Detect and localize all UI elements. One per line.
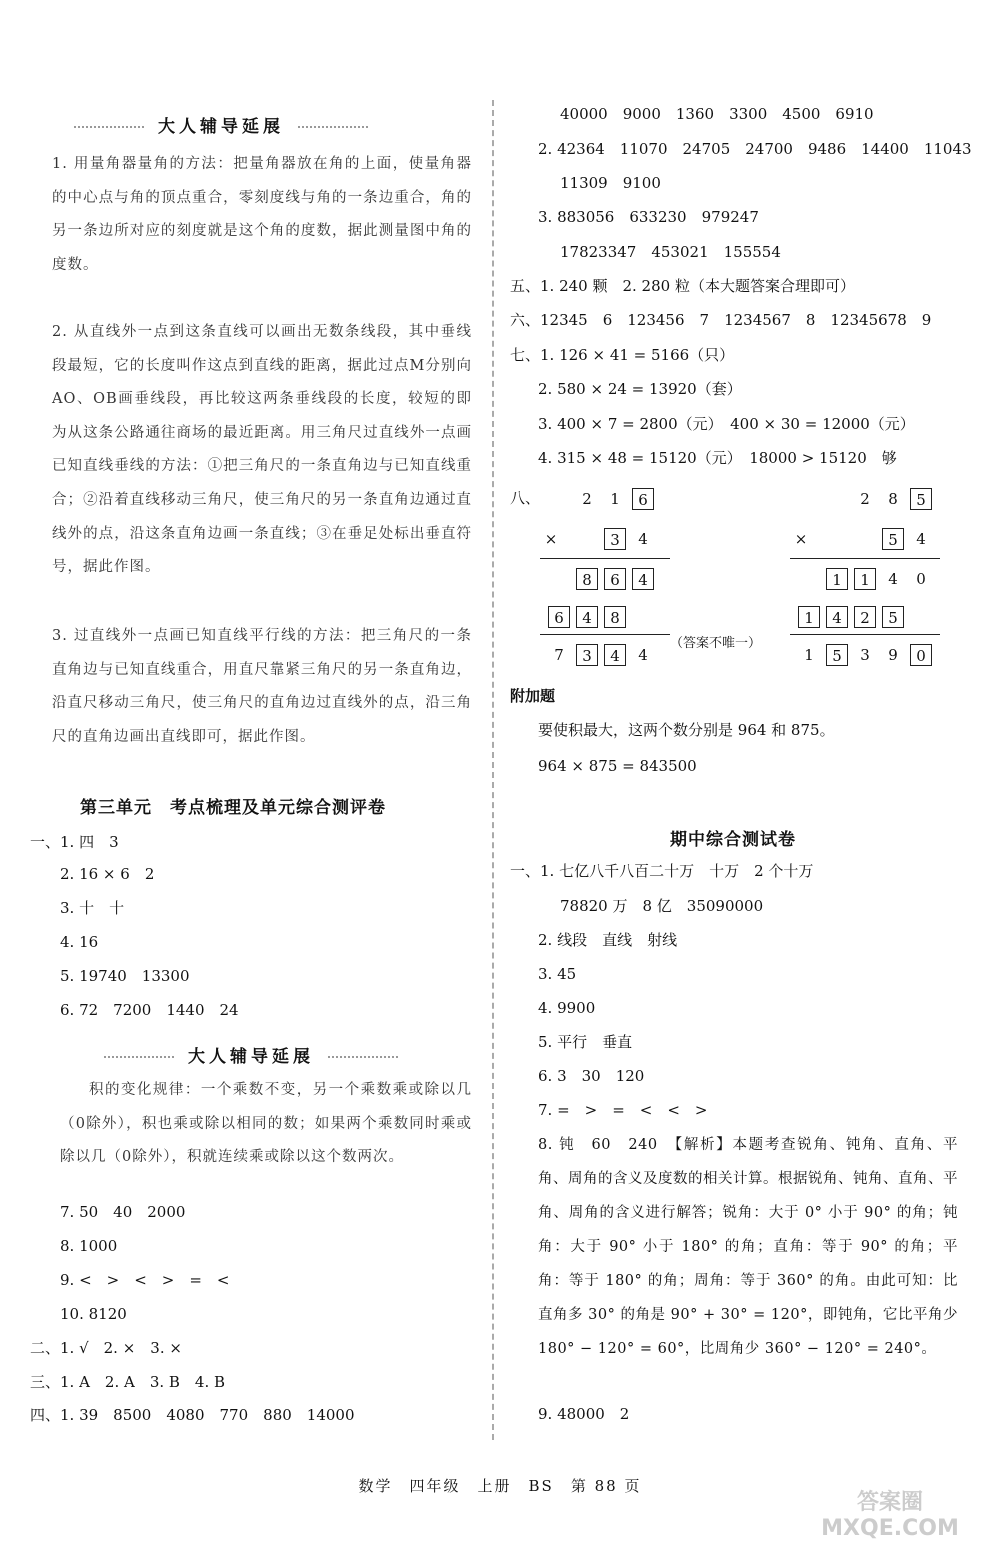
answer-line: 7. 50 40 2000 xyxy=(60,1203,186,1221)
digit-box: 8 xyxy=(576,568,598,590)
extra-line: 要使积最大，这两个数分别是 964 和 875。 xyxy=(538,721,835,739)
answer-line: 4. 315 × 48 = 15120（元） 18000 > 15120 够 xyxy=(538,449,897,467)
times-sign: × xyxy=(794,530,808,548)
midterm-title: 期中综合测试卷 xyxy=(670,830,796,850)
answer-line: 17823347 453021 155554 xyxy=(560,243,781,261)
digit: 7 xyxy=(554,646,564,664)
digit-box: 5 xyxy=(826,644,848,666)
digit-box: 4 xyxy=(826,606,848,628)
rule-line xyxy=(790,558,940,559)
digit-box: 0 xyxy=(910,644,932,666)
rule-line xyxy=(790,634,940,635)
digit: 0 xyxy=(916,570,926,588)
digit-box: 6 xyxy=(548,606,570,628)
answer-line: 4. 9900 xyxy=(538,999,596,1017)
answer-line: 四、1. 39 8500 4080 770 880 14000 xyxy=(30,1406,355,1424)
digit-box: 1 xyxy=(798,606,820,628)
answer-line: 一、1. 七亿八千八百二十万 十万 2 个十万 xyxy=(510,862,814,880)
digit-box: 5 xyxy=(882,606,904,628)
digit: 2 xyxy=(582,490,592,508)
answer-line: 一、1. 四 3 xyxy=(30,833,119,851)
digit-box: 4 xyxy=(576,606,598,628)
digit: 8 xyxy=(888,490,898,508)
digit: 4 xyxy=(888,570,898,588)
multiplication-2 xyxy=(790,488,950,668)
answer-line: 8. 1000 xyxy=(60,1237,118,1255)
digit: 4 xyxy=(638,646,648,664)
digit-box: 5 xyxy=(910,488,932,510)
answer-line: 二、1. √ 2. × 3. × xyxy=(30,1339,182,1357)
digit-box: 8 xyxy=(604,606,626,628)
answer-line: 6. 3 30 120 xyxy=(538,1067,645,1085)
answer-line: 2. 42364 11070 24705 24700 9486 14400 11043 xyxy=(538,140,972,158)
answer-line: 6. 72 7200 1440 24 xyxy=(60,1001,239,1019)
digit-box: 3 xyxy=(604,528,626,550)
answer-line: 2. 580 × 24 = 13920（套） xyxy=(538,380,742,398)
digit: 3 xyxy=(860,646,870,664)
answer-line: 六、12345 6 123456 7 1234567 8 12345678 9 xyxy=(510,311,932,329)
digit-box: 3 xyxy=(576,644,598,666)
digit-box: 5 xyxy=(882,528,904,550)
digit-box: 6 xyxy=(604,568,626,590)
answer-line: 三、1. A 2. A 3. B 4. B xyxy=(30,1373,226,1391)
digit: 1 xyxy=(610,490,620,508)
answer-line: 3. 400 × 7 = 2800（元） 400 × 30 = 12000（元） xyxy=(538,415,915,433)
extra-title: 附加题 xyxy=(510,687,556,705)
digit: 4 xyxy=(916,530,926,548)
answer-line: 40000 9000 1360 3300 4500 6910 xyxy=(560,105,874,123)
digit: 2 xyxy=(860,490,870,508)
answer-line: 11309 9100 xyxy=(560,174,661,192)
answer-line: 七、1. 126 × 41 = 5166（只） xyxy=(510,346,735,364)
digit-box: 4 xyxy=(604,644,626,666)
digit: 1 xyxy=(804,646,814,664)
digit: 9 xyxy=(888,646,898,664)
digit: 4 xyxy=(638,530,648,548)
times-sign: × xyxy=(544,530,558,548)
guide1-item-1: 1. 用量角器量角的方法：把量角器放在角的上面，使量角器的中心点与角的顶点重合，零刻度线与角的一条边重合，角的另一条边所对应的刻度就是这个角的度数，据此测量图中角的度数。 xyxy=(52,156,472,273)
answer-line: 5. 平行 垂直 xyxy=(538,1033,633,1051)
guide2-text: 积的变化规律：一个乘数不变，另一个乘数乘或除以几（0除外），积也乘或除以相同的数；如果两个乘数同时乘或除以几（0除外），积就连续乘或除以这个数两次。 xyxy=(60,1082,472,1166)
answer-line: 3. 883056 633230 979247 xyxy=(538,208,759,226)
answer-note: （答案不唯一） xyxy=(670,636,762,651)
page-footer: 数学 四年级 上册 BS 第 88 页 xyxy=(358,1477,642,1495)
rule-line xyxy=(540,558,670,559)
digit-box: 1 xyxy=(826,568,848,590)
multiplication-1 xyxy=(540,488,680,668)
answer-line: 2. 16 × 6 2 xyxy=(60,865,155,883)
guide1-item-3: 3. 过直线外一点画已知直线平行线的方法：把三角尺的一条直角边与已知直线重合，用直尺靠紧三角尺的另一条直角边，沿直尺移动三角尺，使三角尺的直角边过直线外的点，沿三角尺的直角边画出直线即可，据此作图。 xyxy=(52,628,472,745)
answer-line: 4. 16 xyxy=(60,933,99,951)
column-divider xyxy=(492,100,494,1440)
unit3-title: 第三单元 考点梳理及单元综合测评卷 xyxy=(80,798,386,818)
digit-box: 4 xyxy=(632,568,654,590)
answer-8-explanation: 8. 钝 60 240 【解析】本题考查锐角、钝角、直角、平角、周角的含义及度数的相关计算。根据锐角、钝角、直角、平角、周角的含义进行解答；锐角：大于 0° 小于 90° 的角；钝角：大于 90° 小于 180° 的角；直角：等于 90° 的角；平角：等于 180° 的角；周角：等于 360° 的角。由此可知：比直角多 30° 的角是 90° + 30° = 120°，即钝角，它比平角少 180° − 120° = 60°，比周角少 360° − 120° = 240°。 xyxy=(538,1137,958,1357)
guide1-item-2: 2. 从直线外一点到这条直线可以画出无数条线段，其中垂线段最短，它的长度叫作这点到直线的距离，据此过点M分别向AO、OB画垂线段，再比较这两条垂线段的长度，较短的即为从这条公路通往商场的最近距离。用三角尺过直线外一点画已知直线垂线的方法：①把三角尺的一条直角边与已知直线重合；②沿着直线移动三角尺，使三角尺的另一条直角边通过直线外的点，沿这条直角边画一条直线；③在垂足处标出垂直符号，据此作图。 xyxy=(52,324,472,576)
answer-line: 9. 48000 2 xyxy=(538,1405,630,1423)
rule-line xyxy=(540,634,670,635)
answer-line: 2. 线段 直线 射线 xyxy=(538,931,678,949)
answer-line: 7. = > = < < > xyxy=(538,1101,708,1119)
answer-line: 3. 十 十 xyxy=(60,899,125,917)
watermark-logo: 答案圈 MXQE.COM xyxy=(821,1490,959,1541)
digit-box: 1 xyxy=(854,568,876,590)
digit-box: 2 xyxy=(854,606,876,628)
answer-line: 3. 45 xyxy=(538,965,577,983)
answer-line: 78820 万 8 亿 35090000 xyxy=(560,897,764,915)
guide2-title: 大人辅导延展 xyxy=(90,1042,412,1067)
answer-line: 五、1. 240 颗 2. 280 粒（本大题答案合理即可） xyxy=(510,277,855,295)
answer-line: 5. 19740 13300 xyxy=(60,967,190,985)
guide1-title: 大人辅导延展 xyxy=(60,112,382,137)
answer-line: 10. 8120 xyxy=(60,1305,127,1323)
answer-line: 9. < > < > = < xyxy=(60,1271,230,1289)
digit-box: 6 xyxy=(632,488,654,510)
extra-line: 964 × 875 = 843500 xyxy=(538,757,697,775)
section-eight-label: 八、 xyxy=(510,489,541,507)
